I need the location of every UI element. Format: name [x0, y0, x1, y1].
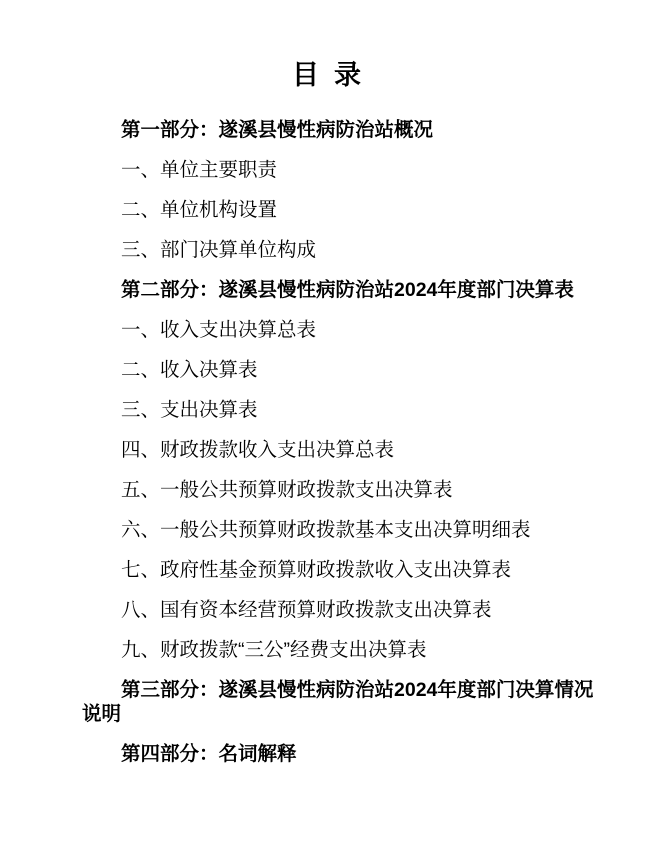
toc-entry: 二、单位机构设置 — [121, 199, 278, 221]
toc-entry: 一、单位主要职责 — [121, 159, 278, 181]
toc-entry: 三、部门决算单位构成 — [121, 239, 317, 261]
toc-entry: 二、收入决算表 — [121, 359, 258, 381]
toc-entry: 四、财政拨款收入支出决算总表 — [121, 439, 395, 461]
toc-entry: 五、一般公共预算财政拨款支出决算表 — [121, 479, 453, 501]
toc-entry: 一、收入支出决算总表 — [121, 319, 317, 341]
toc-entry: 三、支出决算表 — [121, 399, 258, 421]
toc-section-heading-part4: 第四部分：名词解释 — [121, 743, 297, 765]
table-of-contents — [82, 118, 612, 766]
toc-entry: 七、政府性基金预算财政拨款收入支出决算表 — [121, 559, 512, 581]
toc-entry: 六、一般公共预算财政拨款基本支出决算明细表 — [121, 519, 531, 541]
page-title: 目 录 — [291, 60, 361, 90]
toc-section-heading-part1: 第一部分：遂溪县慢性病防治站概况 — [121, 119, 434, 141]
toc-entry: 八、国有资本经营预算财政拨款支出决算表 — [121, 599, 492, 621]
toc-section-heading-part2: 第二部分：遂溪县慢性病防治站2024年度部门决算表 — [121, 279, 574, 301]
toc-entry: 九、财政拨款“三公”经费支出决算表 — [121, 639, 427, 661]
toc-section-heading-part3: 第三部分：遂溪县慢性病防治站2024年度部门决算情况说明 — [82, 679, 594, 725]
